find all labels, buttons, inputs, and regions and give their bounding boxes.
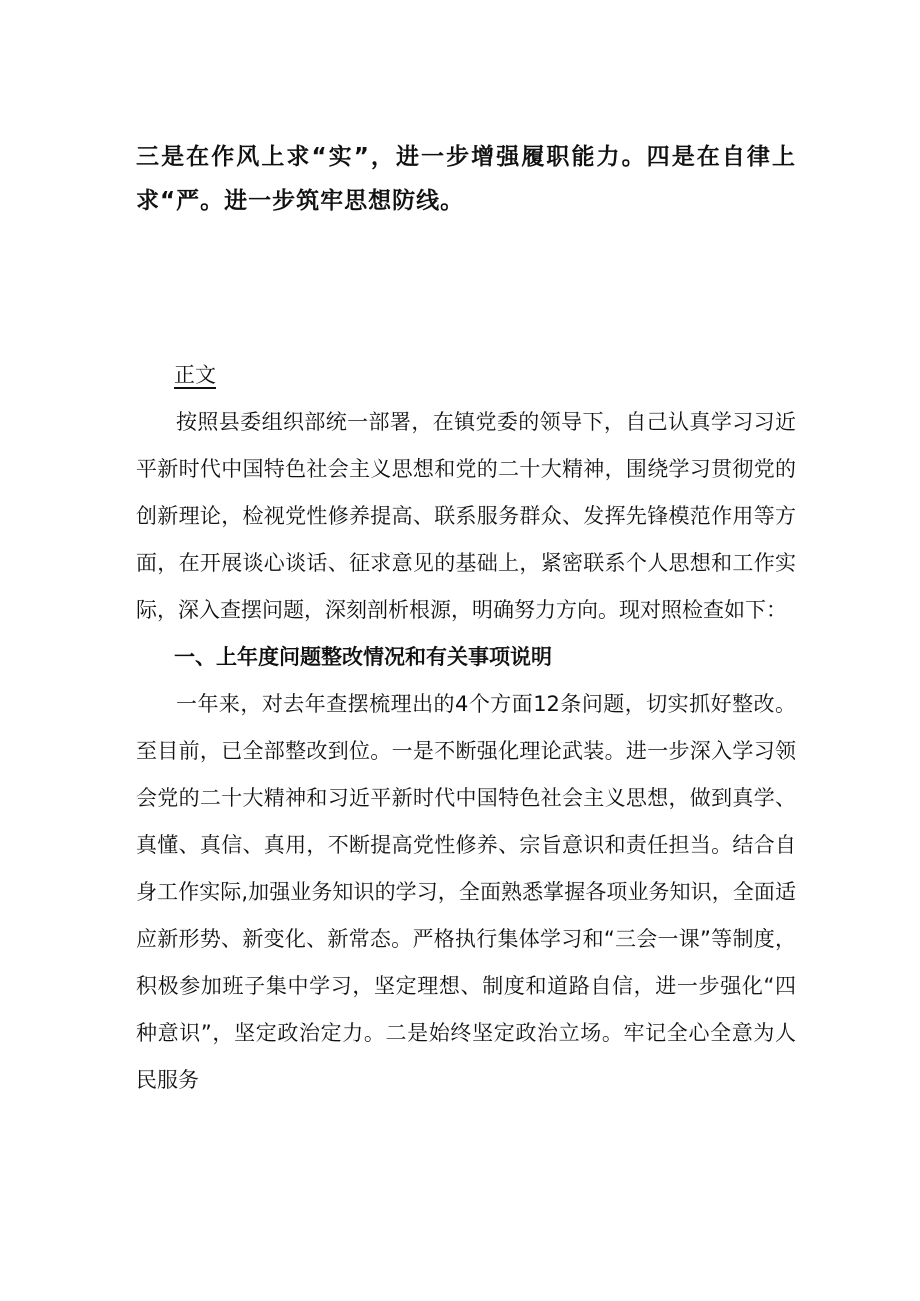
paragraph-1: 按照县委组织部统一部署，在镇党委的领导下，自己认真学习习近平新时代中国特色社会主义思想和党的二十大精神，围绕学习贯彻党的创新理论，检视党性修养提高、联系服务群众、发挥先锋模范作用等方面，在开展谈心谈话、征求意见的基础上，紧密联系个人思想和工作实际，深入查摆问题，深刻剖析根源，明确努力方向。现对照检查如下： (136, 410, 796, 622)
body-text (136, 352, 796, 1104)
paragraph-2: 一年来，对去年查摆梳理出的4个方面12条问题，切实抓好整改。至目前，已全部整改到位。一是不断强化理论武装。进一步深入学习领会党的二十大精神和习近平新时代中国特色社会主义思想，做到真学、真懂、真信、真用，不断提高党性修养、宗旨意识和责任担当。结合自身工作实际,加强业务知识的学习，全面熟悉掌握各项业务知识，全面适应新形势、新变化、新常态。严格执行集体学习和“三会一课”等制度，积极参加班子集中学习，坚定理想、制度和道路自信，进一步强化“四种意识”，坚定政治定力。二是始终坚定政治立场。牢记全心全意为人民服务 (136, 692, 796, 1092)
intro-paragraph: 三是在作风上求“实”，进一步增强履职能力。四是在自律上求“严。进一步筑牢思想防线。 (136, 144, 796, 214)
section-label: 正文 (174, 363, 216, 387)
section-heading-1: 一、上年度问题整改情况和有关事项说明 (174, 645, 552, 669)
